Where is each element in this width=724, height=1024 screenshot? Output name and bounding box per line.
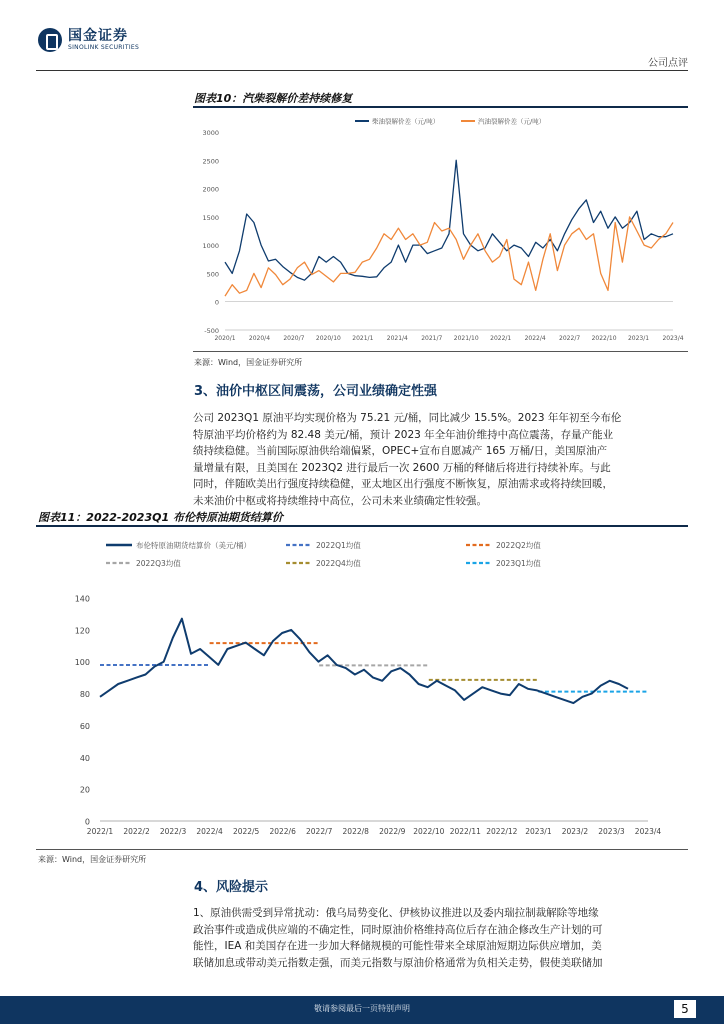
- section3-line: 同时，伴随欧美出行强度持续稳健，亚太地区出行强度不断恢复，原油需求或将持续回暖，: [193, 478, 613, 490]
- section3-line: 量增量有限，且美国在 2023Q2 进行最后一次 2600 万桶的释储后将进行持续补库。与此: [193, 461, 611, 474]
- figure10-xtick-label: 2020/10: [315, 335, 341, 342]
- figure10-xtick-label: 2021/4: [386, 335, 408, 342]
- figure11-ytick-label: 20: [79, 785, 90, 795]
- figure10-ytick-label: 1000: [202, 242, 219, 251]
- figure11-ytick-label: 140: [74, 594, 90, 604]
- figure11-xtick-label: 2023/2: [561, 827, 589, 836]
- section3-title: 3、油价中枢区间震荡，公司业绩确定性强: [194, 384, 438, 399]
- figure11-legend-label: 2022Q2均值: [496, 541, 541, 550]
- brand-name-en: SINOLINK SECURITIES: [68, 44, 140, 51]
- brand-name-cn: 国金证券: [68, 28, 128, 44]
- figure10-xtick-label: 2021/10: [453, 335, 479, 342]
- brand-logo: [38, 28, 139, 52]
- header-divider: [36, 70, 688, 71]
- section3-line: 特原油平均价格约为 82.48 美元/桶，预计 2023 年全年油价维持中高位震荡，存量产能业: [193, 428, 614, 441]
- figure11-ytick-label: 60: [79, 721, 90, 731]
- figure10-xtick-label: 2023/4: [662, 335, 684, 342]
- figure10-ytick-label: -500: [204, 327, 219, 335]
- figure11-xtick-label: 2022/1: [86, 827, 114, 836]
- figure11-xtick-label: 2023/1: [525, 827, 552, 836]
- figure10-chart: [193, 110, 688, 348]
- section3-line: 未来油价中枢或将持续维持中高位，公司未来业绩确定性较强。: [193, 494, 487, 507]
- figure11-series-line: [100, 619, 628, 703]
- figure10-ytick-label: 500: [206, 270, 219, 279]
- figure10-xtick-label: 2021/7: [421, 335, 443, 342]
- figure10-xtick-label: 2023/1: [627, 335, 650, 342]
- figure11-ytick-label: 0: [84, 817, 90, 827]
- report-type: 公司点评: [648, 58, 688, 69]
- section4-line: 政治事件或造成供应端的不确定性，同时原油价格维持高位后存在油企修改生产计划的可: [193, 923, 603, 936]
- figure11-xtick-label: 2022/7: [306, 827, 333, 836]
- figure10-xtick-label: 2020/4: [248, 335, 271, 342]
- figure11-xtick-label: 2022/6: [269, 827, 296, 836]
- figure11-ytick-label: 120: [74, 626, 90, 636]
- figure10-xtick-label: 2022/1: [490, 335, 512, 342]
- figure10-ytick-label: 2000: [202, 185, 219, 194]
- figure10-ytick-label: 1500: [202, 213, 219, 222]
- figure11-legend-label: 布伦特原油期货结算价（美元/桶）: [136, 541, 252, 550]
- figure11-title: 图表11：2022-2023Q1 布伦特原油期货结算价: [38, 511, 283, 524]
- section3-line: 绩持续稳健。当前国际原油供给端偏紧，OPEC+宣布自愿减产 165 万桶/日，美国原油产: [193, 445, 608, 457]
- figure10-xtick-label: 2022/4: [524, 335, 546, 342]
- section3-line: 公司 2023Q1 原油平均实现价格为 75.21 元/桶，同比减少 15.5%。2023 年年初至今布伦: [193, 412, 622, 424]
- figure10-top-rule: [193, 106, 688, 108]
- figure11-xtick-label: 2022/4: [196, 827, 223, 836]
- figure10-xtick-label: 2022/10: [591, 335, 617, 342]
- section4-line: 能性，IEA 和美国存在进一步加大释储规模的可能性带来全球原油短期边际供应增加，美: [193, 940, 602, 952]
- section4-line: 联储加息或带动美元指数走强，而美元指数与原油价格通常为负相关走势，假使美联储加: [193, 956, 603, 969]
- figure10-legend-label: 柴油裂解价差（元/吨）: [372, 117, 440, 126]
- section4-title: 4、风险提示: [194, 880, 269, 895]
- figure10-xtick-label: 2020/1: [214, 335, 236, 342]
- figure11-ytick-label: 100: [74, 658, 90, 668]
- section4-paragraph: [193, 905, 688, 971]
- figure11-source: 来源：Wind，国金证券研究所: [38, 855, 147, 864]
- figure11-xtick-label: 2022/3: [159, 827, 187, 836]
- figure11-ytick-label: 40: [79, 753, 90, 763]
- figure10-ytick-label: 3000: [202, 129, 219, 137]
- figure10-xtick-label: 2020/7: [283, 335, 305, 342]
- figure11-xtick-label: 2022/11: [449, 827, 481, 836]
- figure11-bottom-rule: [36, 849, 688, 850]
- page-header: [0, 0, 724, 72]
- footer-disclaimer: 敬请参阅最后一页特别声明: [314, 1004, 410, 1013]
- figure10-title: 图表10：汽柴裂解价差持续修复: [194, 92, 353, 105]
- figure11-xtick-label: 2022/10: [413, 827, 445, 836]
- figure11-xtick-label: 2022/12: [486, 827, 518, 836]
- figure10-bottom-rule: [193, 351, 688, 352]
- figure11-legend-label: 2022Q3均值: [136, 559, 181, 568]
- figure11-xtick-label: 2022/8: [342, 827, 369, 836]
- figure11-legend-label: 2022Q4均值: [316, 559, 361, 568]
- figure11-xtick-label: 2022/2: [123, 827, 150, 836]
- figure11-xtick-label: 2022/5: [232, 827, 260, 836]
- figure10-series-line: [225, 217, 673, 296]
- brand-logo-icon: [38, 28, 62, 52]
- page-number: 5: [674, 1000, 696, 1018]
- section3-paragraph: [193, 410, 688, 509]
- figure11-xtick-label: 2023/4: [634, 827, 662, 836]
- figure10-series-line: [225, 160, 673, 280]
- figure11-ytick-label: 80: [79, 690, 90, 700]
- figure10-source: 来源：Wind，国金证券研究所: [194, 358, 303, 367]
- section4-line: 1、原油供需受到异常扰动：俄乌局势变化、伊核协议推进以及委内瑞拉制裁解除等地缘: [193, 907, 599, 919]
- figure11-legend-label: 2023Q1均值: [496, 559, 541, 568]
- figure11-legend-label: 2022Q1均值: [316, 541, 361, 550]
- figure11-chart: [36, 528, 688, 846]
- figure10-ytick-label: 2500: [202, 157, 219, 166]
- figure11-xtick-label: 2022/9: [379, 827, 406, 836]
- figure10-legend-label: 汽油裂解价差（元/吨）: [478, 117, 546, 126]
- figure11-xtick-label: 2023/3: [598, 827, 625, 836]
- figure10-ytick-label: 0: [214, 298, 219, 307]
- figure10-xtick-label: 2021/1: [352, 335, 374, 342]
- figure10-xtick-label: 2022/7: [559, 335, 581, 342]
- figure11-top-rule: [36, 525, 688, 527]
